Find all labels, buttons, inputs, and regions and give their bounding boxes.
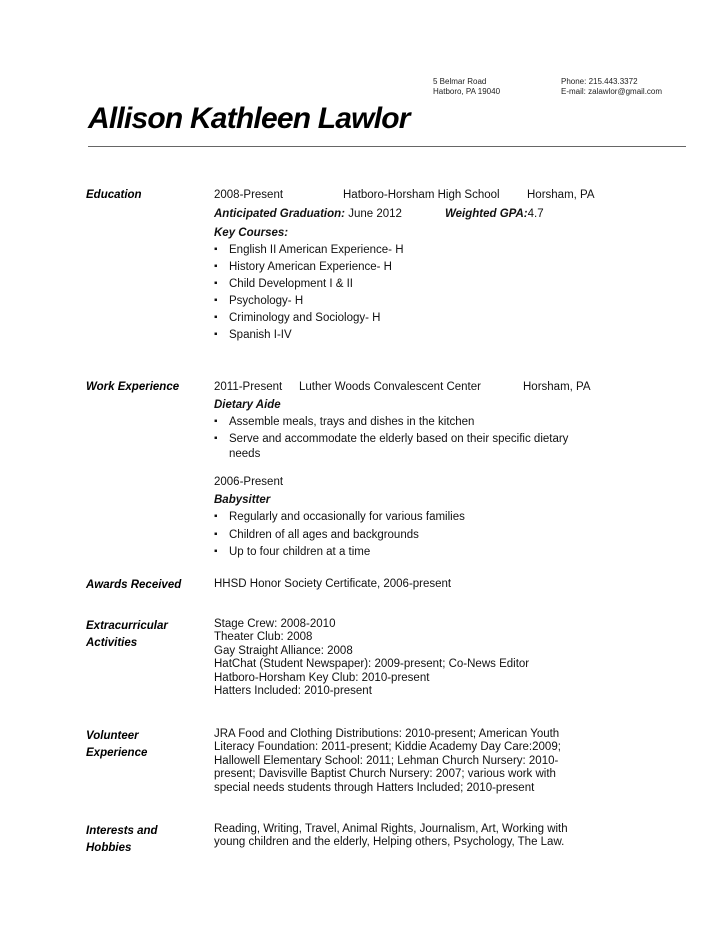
list-item: HatChat (Student Newspaper): 2009-present; Co-News Editor: [214, 658, 530, 671]
section-label-education: Education: [86, 189, 142, 201]
label-line: Hobbies: [86, 842, 132, 854]
address-block: [433, 77, 500, 97]
gpa-value: 4.7: [527, 208, 544, 220]
list-item: ▪ History American Experience- H: [214, 261, 404, 278]
list-item: ▪ Psychology- H: [214, 295, 404, 312]
list-item: ▪ Children of all ages and backgrounds: [214, 529, 465, 547]
list-item: Gay Straight Alliance: 2008: [214, 644, 353, 657]
job2-dates: 2006-Present: [214, 476, 284, 488]
header-divider: [88, 146, 686, 147]
list-item: ▪ Regularly and occasionally for various families: [214, 511, 465, 529]
gpa-row: [445, 207, 544, 221]
section-label-awards: Awards Received: [86, 579, 182, 591]
job1-employer: Luther Woods Convalescent Center: [299, 381, 481, 393]
phone-text: Phone: 215.443.3372: [561, 77, 638, 86]
job1-duties-list: [214, 416, 568, 447]
candidate-name: Allison Kathleen Lawlor: [88, 102, 410, 135]
job1-dates: 2011-Present: [214, 381, 283, 393]
address-line-2: Hatboro, PA 19040: [433, 87, 501, 96]
text-line: JRA Food and Clothing Distributions: 2010-present; American Youth: [214, 728, 560, 740]
text-line: young children and the elderly, Helping others, Psychology, The Law.: [214, 836, 565, 849]
label-line: Activities: [86, 637, 138, 649]
section-label-volunteer: [86, 728, 147, 762]
key-courses-label: Key Courses:: [214, 227, 289, 239]
graduation-value: June 2012: [348, 208, 402, 220]
key-courses-list: [214, 244, 404, 346]
section-label-extracurricular: [86, 618, 168, 652]
graduation-row: [214, 207, 402, 221]
list-item: Theater Club: 2008: [214, 631, 313, 644]
label-line: Experience: [86, 747, 148, 759]
job1-location: Horsham, PA: [523, 381, 591, 393]
graduation-label: Anticipated Graduation:: [214, 208, 345, 220]
list-item: Hatboro-Horsham Key Club: 2010-present: [214, 671, 430, 684]
gpa-label: Weighted GPA:: [445, 208, 528, 220]
list-item: ▪ Criminology and Sociology- H: [214, 312, 404, 329]
label-line: Interests and: [86, 825, 158, 837]
list-item: ▪ Up to four children at a time: [214, 546, 465, 564]
list-item: ▪ Spanish I-IV: [214, 329, 404, 346]
contact-block: [561, 77, 662, 97]
text-line: Hallowell Elementary School: 2011; Lehman Church Nursery: 2010-: [214, 754, 559, 767]
email-text: E-mail: zalawlor@gmail.com: [561, 87, 663, 96]
education-dates: 2008-Present: [214, 189, 284, 201]
label-line: Extracurricular: [86, 620, 168, 632]
section-label-interests: [86, 823, 158, 857]
list-item: ▪ Child Development I & II: [214, 278, 404, 295]
text-line: Literacy Foundation: 2011-present; Kiddie Academy Day Care:2009;: [214, 741, 561, 754]
interests-text: [214, 823, 568, 850]
list-item: ▪ Assemble meals, trays and dishes in the kitchen: [214, 416, 568, 433]
job2-title: Babysitter: [214, 494, 271, 506]
awards-text: HHSD Honor Society Certificate, 2006-present: [214, 578, 452, 590]
label-line: Volunteer: [86, 730, 139, 742]
volunteer-text: [214, 728, 561, 795]
list-item: Hatters Included: 2010-present: [214, 685, 372, 698]
address-line-1: 5 Belmar Road: [433, 77, 487, 86]
education-location: Horsham, PA: [527, 189, 595, 201]
job2-duties-list: [214, 511, 465, 564]
job1-duty-continuation: needs: [229, 448, 261, 460]
list-item: ▪ English II American Experience- H: [214, 244, 404, 261]
job1-title: Dietary Aide: [214, 399, 281, 411]
list-item: ▪ Serve and accommodate the elderly based on their specific dietary: [214, 433, 568, 447]
extracurricular-list: [214, 618, 529, 698]
section-label-work: Work Experience: [86, 381, 180, 393]
text-line: present; Davisville Baptist Church Nursery: 2007; various work with: [214, 768, 556, 781]
text-line: Reading, Writing, Travel, Animal Rights, Journalism, Art, Working with: [214, 823, 568, 835]
education-school: Hatboro-Horsham High School: [343, 189, 500, 201]
text-line: special needs students through Hatters Included; 2010-present: [214, 781, 535, 794]
list-item: Stage Crew: 2008-2010: [214, 618, 336, 630]
